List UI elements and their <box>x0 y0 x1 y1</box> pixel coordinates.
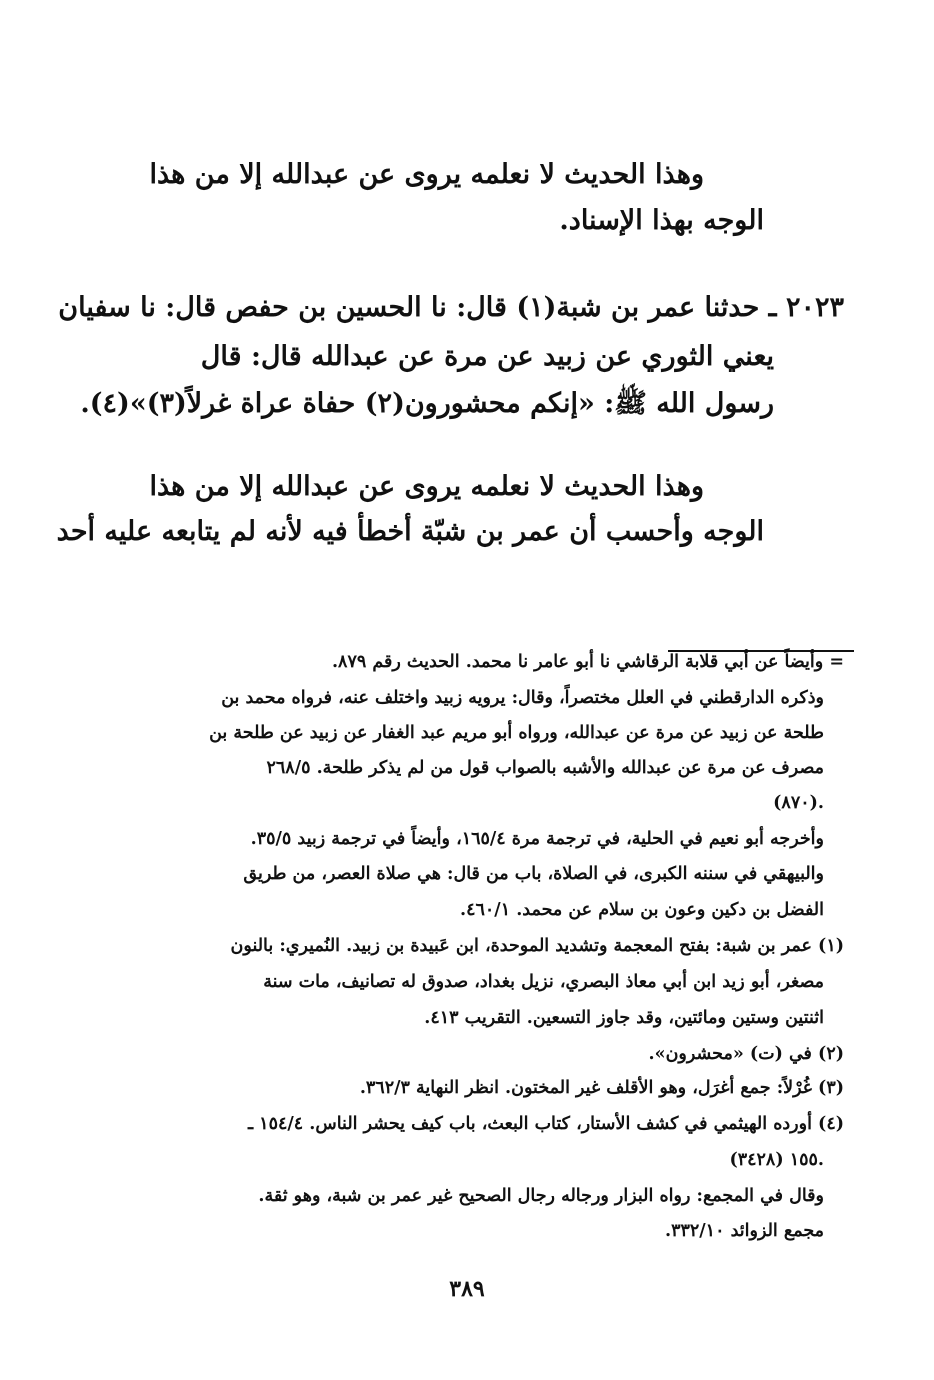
main-text-line: وهذا الحديث لا نعلمه يروى عن عبدالله إلا من هذا <box>149 159 704 190</box>
footnote-line: مصرف عن مرة عن عبدالله والأشبه بالصواب قول من لم يذكر طلحة. ٢٦٨/٥ <box>266 758 824 778</box>
footnote-line: (٤) أورده الهيثمي في كشف الأستار، كتاب البعث، باب كيف يحشر الناس. ١٥٤/٤ ـ <box>247 1114 844 1134</box>
main-text-line: وهذا الحديث لا نعلمه يروى عن عبدالله إلا من هذا <box>149 471 704 502</box>
footnote-line: (٢) في (ت) «محشرون». <box>648 1044 844 1064</box>
footnote-line: (٣) غُرْلاً: جمع أغرَل، وهو الأقلف غير المختون. انظر النهاية ٣٦٢/٣. <box>359 1078 844 1098</box>
hadith-line: ٢٠٢٣ ـ حدثنا عمر بن شبة(١) قال: نا الحسين بن حفص قال: نا سفيان <box>58 292 844 323</box>
footnote-line: والبيهقي في سننه الكبرى، في الصلاة، باب من قال: هي صلاة العصر، من طريق <box>243 864 824 884</box>
footnote-line: مجمع الزوائد ٣٣٢/١٠. <box>665 1221 824 1241</box>
footnote-line: (١) عمر بن شبة: بفتح المعجمة وتشديد الموحدة، ابن عَبيدة بن زبيد. النُميري: بالنون <box>230 936 844 956</box>
footnote-line: الفضل بن دكين وعون بن سلام عن محمد. ٤٦٠/١. <box>460 900 824 920</box>
footnote-line: وقال في المجمع: رواه البزار ورجاله رجال الصحيح غير عمر بن شبة، وهو ثقة. <box>258 1186 824 1206</box>
footnote-line: ١٥٥ (٣٤٢٨). <box>729 1150 824 1170</box>
footnote-line: اثنتين وستين ومائتين، وقد جاوز التسعين. التقريب ٤١٣. <box>424 1008 824 1028</box>
hadith-line: رسول الله ﷺ: «إنكم محشورون(٢) حفاة عراة غرلاً(٣)»(٤). <box>80 388 774 419</box>
page-number: ٣٨٩ <box>449 1276 485 1302</box>
hadith-line: يعني الثوري عن زبيد عن مرة عن عبدالله قال: قال <box>200 341 774 372</box>
main-text-line: الوجه بهذا الإسناد. <box>559 205 764 236</box>
footnote-line: (٨٧٠). <box>773 793 824 813</box>
main-text-line: الوجه وأحسب أن عمر بن شبّة أخطأ فيه لأنه لم يتابعه عليه أحد <box>56 516 764 547</box>
footnote-line: مصغر، أبو زيد ابن أبي معاذ البصري، نزيل بغداد، صدوق له تصانيف، مات سنة <box>263 972 824 992</box>
footnote-line: وذكره الدارقطني في العلل مختصراً، وقال: يرويه زبيد واختلف عنه، فرواه محمد بن <box>221 688 824 708</box>
footnote-line: = وأيضاً عن أبي قلابة الرقاشي نا أبو عامر نا محمد. الحديث رقم ٨٧٩. <box>331 652 844 672</box>
footnote-line: وأخرجه أبو نعيم في الحلية، في ترجمة مرة ١٦٥/٤، وأيضاً في ترجمة زبيد ٣٥/٥. <box>250 829 824 849</box>
footnote-line: طلحة عن زبيد عن مرة عن عبدالله، ورواه أبو مريم عبد الغفار عن زبيد عن طلحة بن <box>209 723 824 743</box>
